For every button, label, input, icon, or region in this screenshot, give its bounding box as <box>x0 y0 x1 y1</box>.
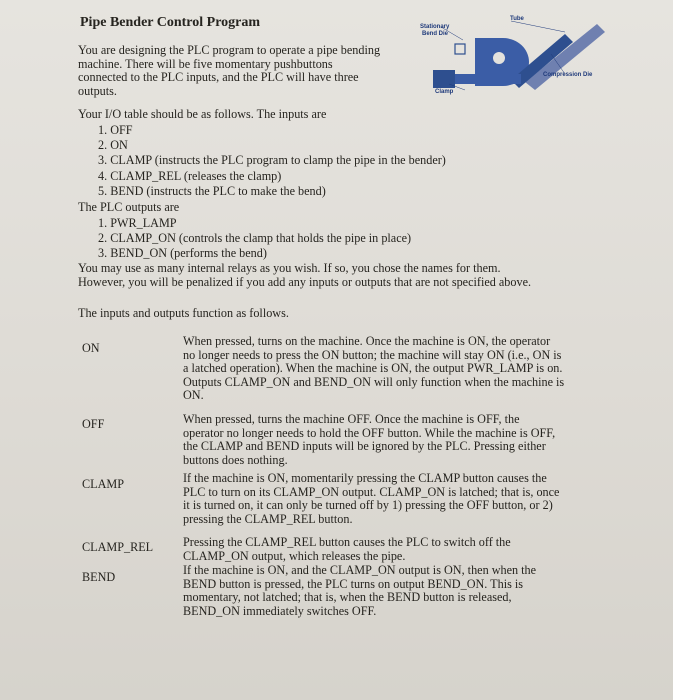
list-item: 3. CLAMP (instructs the PLC program to clamp the pipe in the bender) <box>98 153 446 168</box>
label-tube: Tube <box>510 16 524 22</box>
list-item: 5. BEND (instructs the PLC to make the bend) <box>98 183 326 198</box>
definition-term-clamp-rel: CLAMP_REL <box>82 540 154 554</box>
list-item: 3. BEND_ON (performs the bend) <box>98 246 267 261</box>
pipe-bender-diagram <box>415 10 615 100</box>
intro-line: machine. There will be five momentary pushbuttons <box>78 56 333 71</box>
outputs-intro: The PLC outputs are <box>78 200 180 214</box>
feed-tube-shape <box>449 74 521 84</box>
clamp-shape <box>433 70 455 88</box>
definition-desc-off: When pressed, turns the machine OFF. Once the machine is OFF, the operator no longer needs to hold the OFF button. While the machine is OFF, the CLAMP and BEND inputs will be ignored by the PLC. Pressing either buttons does nothing. <box>183 412 556 467</box>
definition-desc-on: When pressed, turns on the machine. Once the machine is ON, the operator no longer needs to press the ON button; the machine will stay ON (i.e., ON is a latched operation). When the machine is ON, the output PWR_LAMP is on. Outputs CLAMP_ON and BEND_ON will only function when the machine is ON. <box>183 334 565 403</box>
io-intro: Your I/O table should be as follows. The inputs are <box>78 107 327 121</box>
die-hub-shape <box>493 52 505 64</box>
label-compression-die: Compression Die <box>543 72 593 78</box>
definition-desc-clamp-rel: Pressing the CLAMP_REL button causes the PLC to switch off the CLAMP_ON output, which releases the pipe. <box>183 535 511 563</box>
definition-term-clamp: CLAMP <box>82 477 124 491</box>
note-line: You may use as many internal relays as you wish. If so, you chose the names for them. <box>78 261 501 275</box>
clamp-outline-shape <box>455 44 465 54</box>
label-clamp: Clamp <box>435 89 454 95</box>
note-line: However, you will be penalized if you add any inputs or outputs that are not specified above. <box>78 274 532 289</box>
tube-shape <box>525 24 605 90</box>
definition-term-bend: BEND <box>82 570 116 584</box>
list-item: 2. CLAMP_ON (controls the clamp that holds the pipe in place) <box>98 231 412 246</box>
function-intro: The inputs and outputs function as follows. <box>78 306 289 320</box>
inputs-list <box>98 123 446 199</box>
intro-line: connected to the PLC inputs, and the PLC will have three <box>78 70 359 85</box>
intro-line: You are designing the PLC program to operate a pipe bending <box>78 43 381 57</box>
intro-paragraph <box>78 44 380 98</box>
definition-desc-clamp: If the machine is ON, momentarily pressing the CLAMP button causes the PLC to turn on its CLAMP_ON output. CLAMP_ON is latched; that is, once it is turned on, it can only be turned off by 1) pressing the OFF button, or 2) pressing the CLAMP_REL button. <box>183 471 560 526</box>
label-bend-die: Bend Die <box>422 31 449 37</box>
page-title: Pipe Bender Control Program <box>80 15 261 30</box>
intro-line: outputs. <box>78 83 117 98</box>
list-item: 1. OFF <box>98 123 133 137</box>
list-item: 1. PWR_LAMP <box>98 216 177 230</box>
definition-term-off: OFF <box>82 417 105 431</box>
list-item: 2. ON <box>98 138 128 153</box>
definition-desc-bend: If the machine is ON, and the CLAMP_ON output is ON, then when the BEND button is pressed, the PLC turns on output BEND_ON. This is momentary, not latched; that is, when the BEND button is released, BEND_ON immediately switches OFF. <box>183 563 537 618</box>
label-stationary: Stationary <box>420 24 450 30</box>
outputs-list <box>98 216 411 262</box>
relays-note <box>78 262 531 289</box>
definition-term-on: ON <box>82 341 100 355</box>
list-item: 4. CLAMP_REL (releases the clamp) <box>98 168 282 183</box>
